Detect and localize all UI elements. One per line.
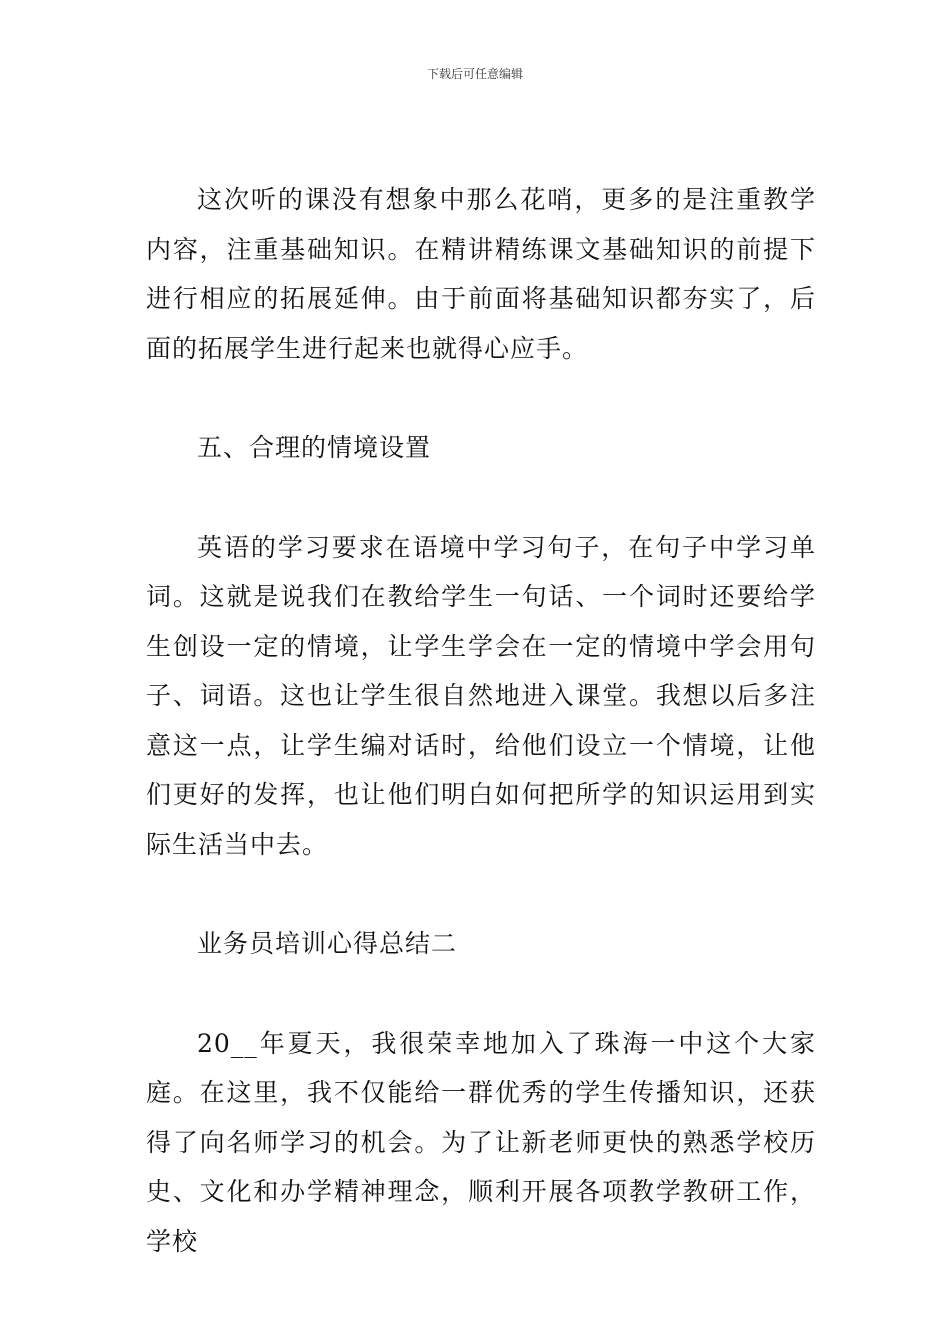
paragraph-gap	[146, 473, 816, 523]
paragraph-english-context: 英语的学习要求在语境中学习句子，在句子中学习单词。这就是说我们在教给学生一句话、一个词时还要给学生创设一定的情境，让学生学会在一定的情境中学会用句子、词语。这也让学生很自然地进入课堂。我想以后多注意这一点，让学生编对话时，给他们设立一个情境，让他们更好的发挥，也让他们明白如何把所学的知识运用到实际生活当中去。	[146, 532, 816, 859]
page-header-note: 下载后可任意编辑	[426, 67, 523, 81]
paragraph-gap	[146, 969, 816, 1019]
document-body	[146, 175, 816, 1266]
section-heading-training-summary: 业务员培训心得总结二	[197, 929, 458, 958]
paragraph-gap	[146, 373, 816, 423]
section-heading-situation-setting: 五、合理的情境设置	[197, 433, 432, 462]
paragraph-gap	[146, 869, 816, 919]
paragraph-teaching-content: 这次听的课没有想象中那么花哨，更多的是注重教学内容，注重基础知识。在精讲精练课文基础知识的前提下进行相应的拓展延伸。由于前面将基础知识都夯实了，后面的拓展学生进行起来也就得心应手。	[146, 185, 816, 363]
paragraph-joining-school: 20__年夏天，我很荣幸地加入了珠海一中这个大家庭。在这里，我不仅能给一群优秀的学生传播知识，还获得了向名师学习的机会。为了让新老师更快的熟悉学校历史、文化和办学精神理念，顺利开展各项教学教研工作，学校	[146, 1028, 816, 1256]
